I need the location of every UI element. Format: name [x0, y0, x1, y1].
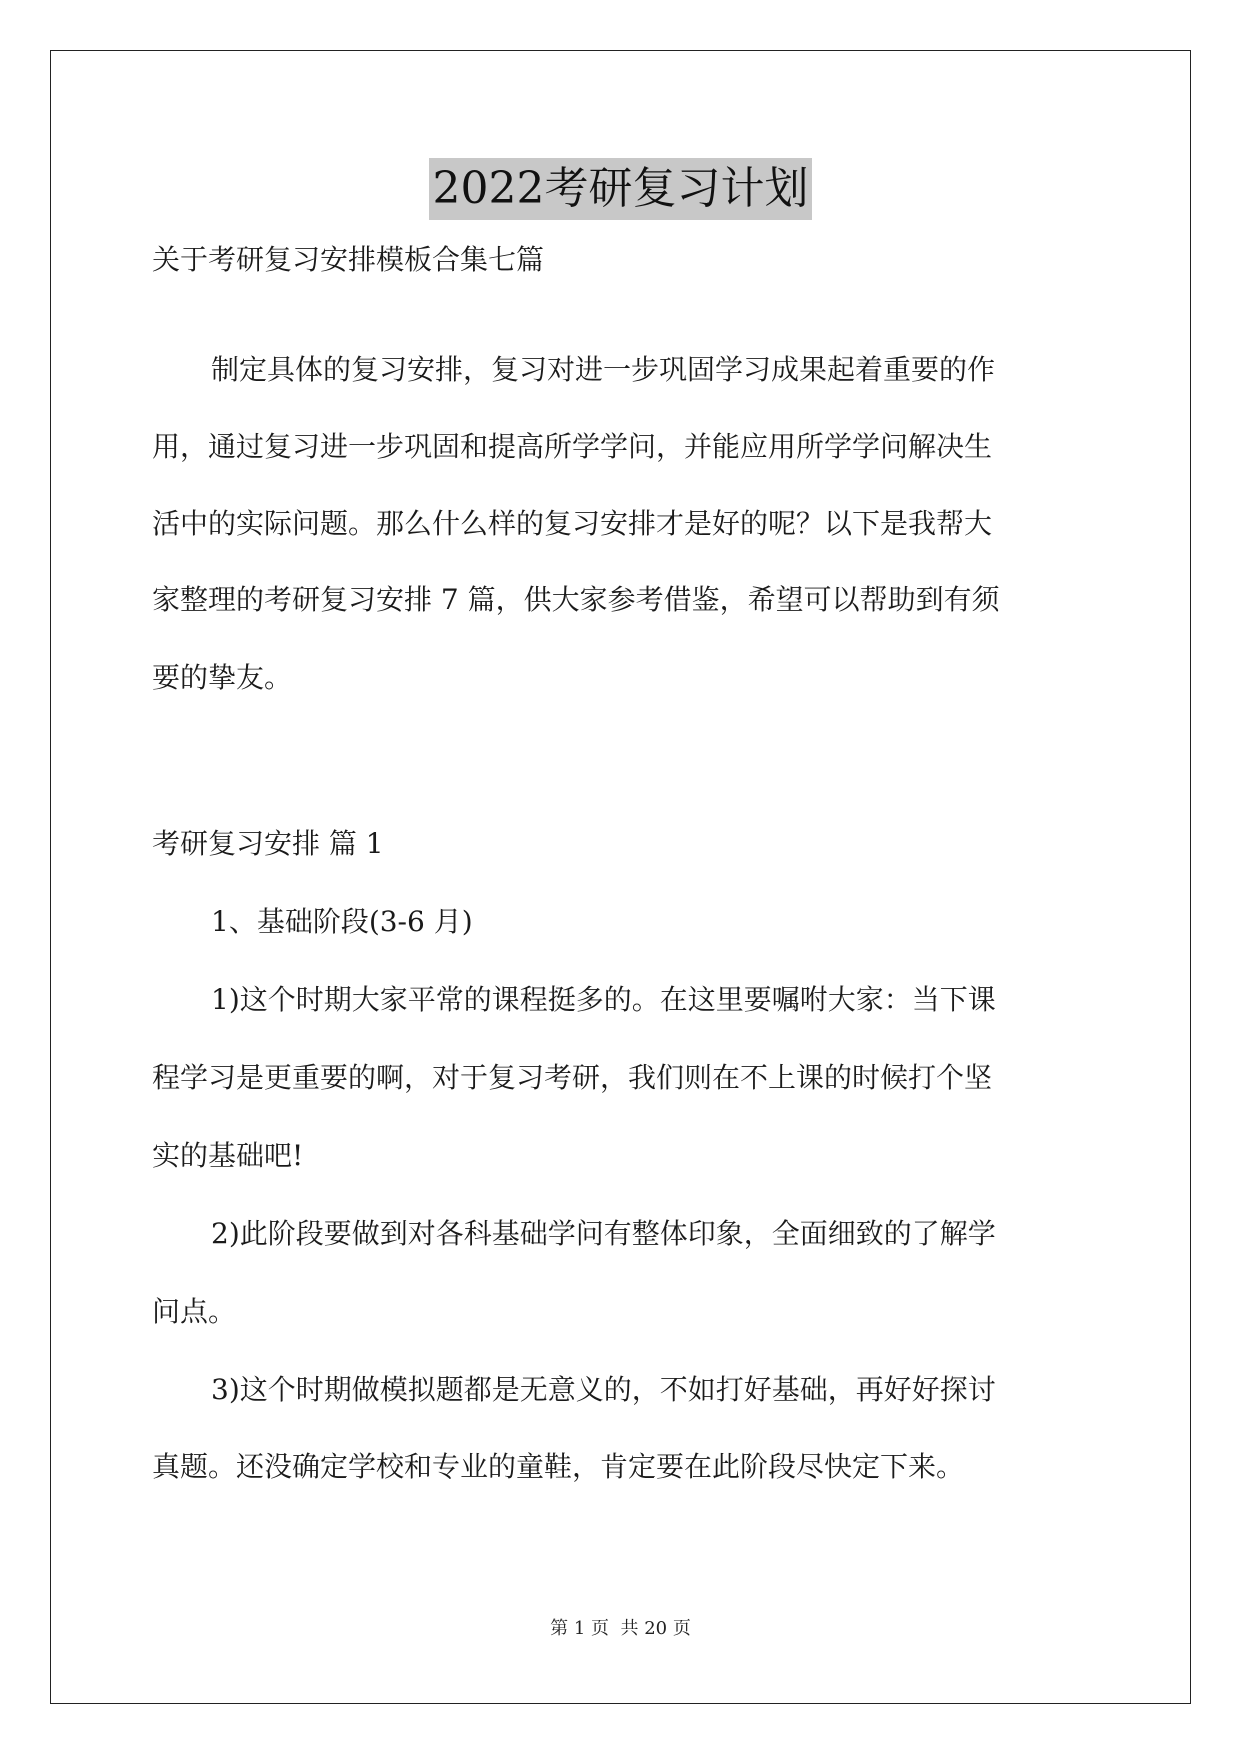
title-container	[0, 158, 1241, 220]
page-footer	[0, 1617, 1241, 1641]
section-heading: 考研复习安排 篇 1	[152, 827, 384, 860]
intro-line-5: 要的挚友。	[152, 661, 293, 694]
point1-line-2: 程学习是更重要的啊，对于复习考研，我们则在不上课的时候打个坚	[152, 1061, 993, 1094]
point2-line-2: 问点。	[152, 1295, 237, 1328]
point3-line-2: 真题。还没确定学校和专业的童鞋，肯定要在此阶段尽快定下来。	[152, 1450, 965, 1483]
point1-line-1: 1)这个时期大家平常的课程挺多的。在这里要嘱咐大家：当下课	[211, 983, 996, 1016]
intro-line-3: 活中的实际问题。那么什么样的复习安排才是好的呢？以下是我帮大	[152, 507, 993, 540]
document-title: 2022考研复习计划	[429, 158, 813, 220]
point1-line-3: 实的基础吧!	[152, 1139, 304, 1172]
intro-line-2: 用，通过复习进一步巩固和提高所学学问，并能应用所学学问解决生	[152, 430, 993, 463]
point2-line-1: 2)此阶段要做到对各科基础学问有整体印象，全面细致的了解学	[211, 1217, 996, 1250]
intro-line-1: 制定具体的复习安排，复习对进一步巩固学习成果起着重要的作	[211, 353, 996, 386]
stage-heading: 1、基础阶段(3-6 月)	[211, 905, 473, 938]
point3-line-1: 3)这个时期做模拟题都是无意义的，不如打好基础，再好好探讨	[211, 1373, 996, 1406]
page-number-label: 第 1 页 共 20 页	[550, 1618, 691, 1639]
document-subtitle: 关于考研复习安排模板合集七篇	[152, 243, 545, 276]
intro-line-4: 家整理的考研复习安排 7 篇，供大家参考借鉴，希望可以帮助到有须	[152, 583, 1000, 616]
